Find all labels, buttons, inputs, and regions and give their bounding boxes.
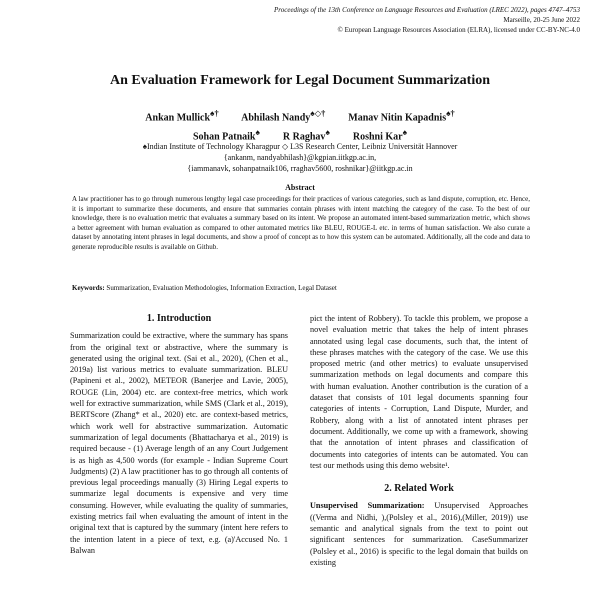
author-mark: ♠ bbox=[325, 128, 330, 138]
email-line: {iammanavk, sohanpatnaik106, rraghav5600, roshnikar}@iitkgp.ac.in bbox=[187, 164, 413, 173]
introduction-text: Summarization could be extractive, where the summary has spans from the original text or abstractive, where the summary is generated using the original text. (Sai et al., 2020), (Chen et al., 2019a) list various metrics to evaluate summarization. BLEU (Papineni et al., 2002), METEOR (Banerjee and Lavie, 2005), ROUGE (Lin, 2004) etc. are context-free metrics, which work well for extractive summarization, while SMS (Clark et al., 2019), BERTScore (Zhang* et al., 2020) etc. are context-based metrics, which work well for abstractive summarization. Automatic summarization of legal documents (Bhattacharya et al., 2019) is required because - (1) Average length of an any Court Judgement is as high as 4,500 words (for example - Indian Supreme Court Judgments) (2) A law practitioner has to go through all contents of previous legal proceedings manually (3) Hiring Legal experts to summarize legal documents is expensive and very time consuming. However, while evaluating the quality of summaries, existing metrics fail when evaluating the amount of intent in the original text that is captured by the summary (intent here refers to the intention latent in a piece of text, e.g. (a)'Accused No. 1 Balwan bbox=[70, 331, 288, 555]
related-work-text: Unsupervised Approaches ((Verma and Nidhi, ),(Polsley et al., 2016),(Miller, 2019)) use semantic and analytical signals from the text to point out significant sentences for summarization. CaseSummarizer (Polsley et al., 2016) is specific to the legal domain that builds on existing bbox=[310, 501, 528, 567]
author-name: R Raghav bbox=[282, 131, 326, 143]
author-mark: ♠† bbox=[210, 109, 219, 118]
author-mark: ♠ bbox=[402, 128, 408, 138]
author-name: Roshni Kar bbox=[352, 131, 403, 143]
affiliations bbox=[0, 141, 600, 174]
header-line-2: Marseille, 20-25 June 2022 bbox=[503, 16, 580, 24]
author-name: Sohan Patnaik bbox=[192, 131, 256, 143]
section-heading-introduction: 1. Introduction bbox=[146, 313, 212, 324]
right-column bbox=[310, 313, 528, 568]
author-name: Manav Nitin Kapadnis bbox=[348, 112, 447, 124]
author-name: Ankan Mullick bbox=[145, 112, 211, 124]
keywords-label: Keywords: bbox=[72, 284, 105, 292]
abstract-text: A law practitioner has to go through numerous lengthy legal case proceedings for their practices of various categories, such as land dispute, corruption, etc. Hence, it is important to summarize these documents, and ensure that summaries contain phrases with intent matching the category of the case. To the best of our knowledge, there is no evaluation metric that evaluates a summary based on its intent. We propose an automated intent-based summarization metric, which shows a better agreement with human evaluation as compared to other automated metrics like BLEU, ROUGE-L etc. in terms of human satisfaction. We also curate a dataset by annotating intent phrases in legal documents, and show a proof of concept as to how this system can be automated. Additionally, all the code and data to generate reproducible results is available on Github. bbox=[72, 195, 530, 251]
author-list bbox=[0, 106, 600, 145]
affiliation-line: ♠Indian Institute of Technology Kharagpur ◇ L3S Research Center, Leibniz Universität Hannover bbox=[142, 142, 458, 151]
keywords bbox=[72, 284, 530, 292]
proceedings-header bbox=[274, 5, 580, 35]
header-line-3: © European Language Resources Association (ELRA), licensed under CC-BY-NC-4.0 bbox=[337, 26, 580, 34]
section-heading-related-work: 2. Related Work bbox=[384, 483, 454, 495]
header-line-1: Proceedings of the 13th Conference on Language Resources and Evaluation (LREC 2022), pages 4747–4753 bbox=[273, 6, 580, 14]
author-name: Abhilash Nandy bbox=[241, 112, 311, 124]
introduction-continued-text: pict the intent of Robbery). To tackle this problem, we propose a novel evaluation metric that takes the help of intent phrases annotated using legal case documents, such that, the intent of these phrases matches with the category of the case. We use this proposed metric (and other metrics) to evaluate unsupervised summarization methods on legal documents and compare this with human evaluation. Another contribution is the curation of a dataset that consists of 101 legal documents spanning four categories of intents - Corruption, Land Dispute, Murder, and Robbery, along with a list of annotated intent phrases per document. Additionally, we come up with a framework, showing that the annotation of intent phrases and classification of documents into categories of intents can be automated. You can test our methods using this demo website¹. bbox=[310, 314, 528, 470]
author-mark: ♠◇† bbox=[310, 109, 326, 118]
abstract-heading: Abstract bbox=[285, 183, 315, 192]
related-work-paragraph bbox=[310, 500, 528, 568]
author-mark: ♠† bbox=[446, 109, 455, 118]
email-line: {ankanm, nandyabhilash}@kgpian.iitkgp.ac.in, bbox=[223, 153, 377, 162]
author-mark: ♠ bbox=[255, 128, 260, 138]
runin-heading: Unsupervised Summarization: bbox=[310, 501, 425, 511]
paper-title: An Evaluation Framework for Legal Document Summarization bbox=[109, 73, 491, 88]
left-column bbox=[70, 313, 288, 556]
keywords-text: Summarization, Evaluation Methodologies, Information Extraction, Legal Dataset bbox=[106, 284, 337, 292]
